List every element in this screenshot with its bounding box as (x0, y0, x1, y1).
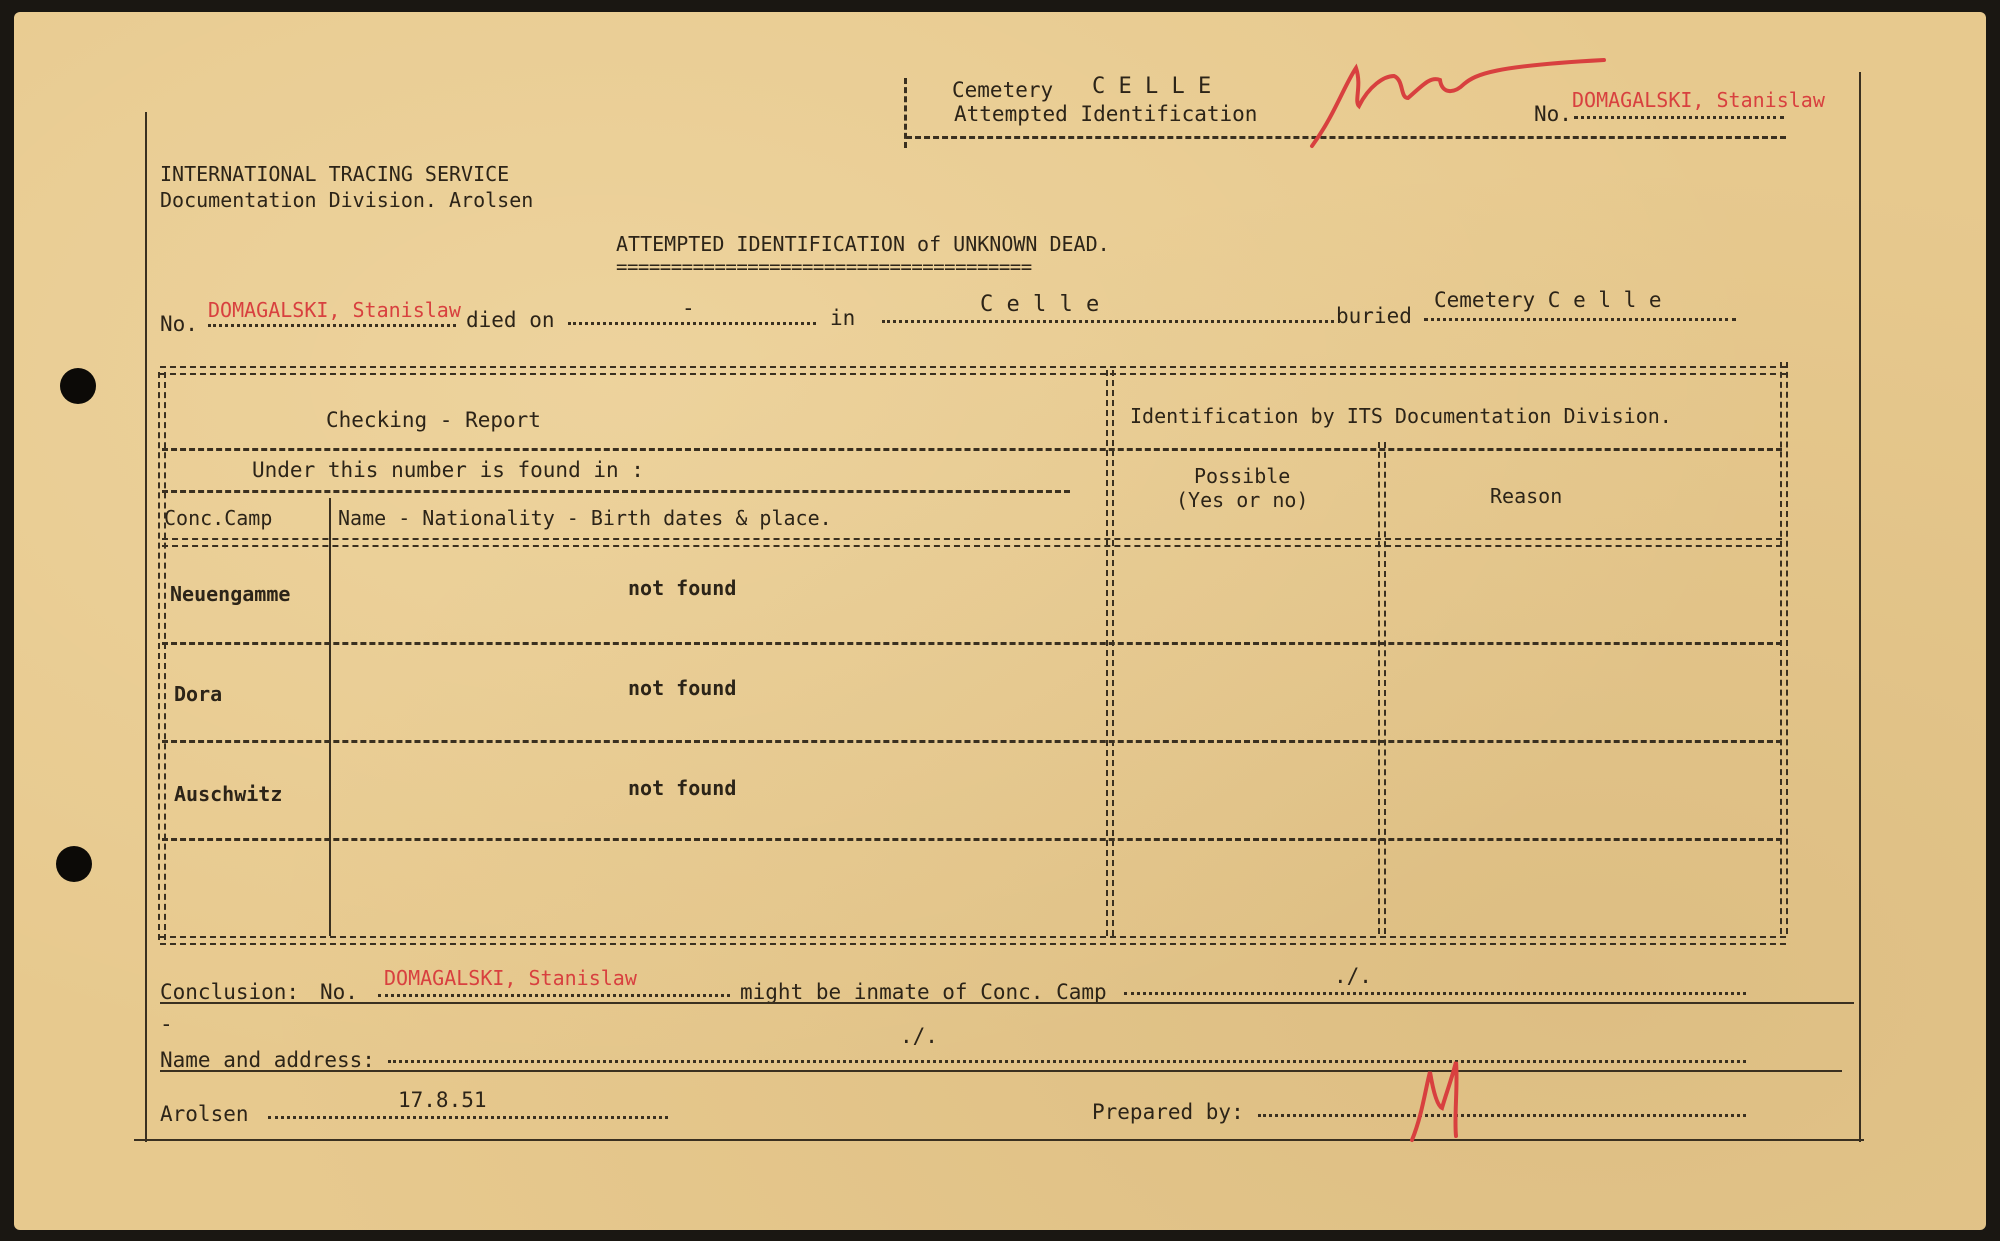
row-separator-3 (162, 838, 1782, 841)
conclusion-might-be: might be inmate of Conc. Camp (740, 980, 1107, 1004)
record-no-dots (208, 324, 456, 327)
table-divider-reason (1378, 442, 1386, 934)
buried-value[interactable]: Cemetery C e l l e (1434, 288, 1662, 312)
table-column-header-rule (162, 538, 1782, 547)
identification-header: Identification by ITS Documentation Division. (1130, 404, 1672, 428)
in-dots (882, 320, 1334, 323)
name-address-value[interactable]: ./. (900, 1024, 938, 1048)
punch-hole-top (60, 368, 96, 404)
header-no-value[interactable]: DOMAGALSKI, Stanislaw (1572, 88, 1825, 112)
row-details-neuengamme: not found (628, 576, 737, 600)
table-header-separator (162, 448, 1782, 451)
row-camp-auschwitz: Auschwitz (174, 782, 283, 806)
record-no-label: No. (160, 312, 198, 336)
frame-right-line (1859, 72, 1861, 1142)
conclusion-no-value[interactable]: DOMAGALSKI, Stanislaw (384, 966, 637, 990)
name-address-rule (160, 1070, 1842, 1072)
column-header-possible-hint: (Yes or no) (1176, 488, 1309, 512)
buried-dots (1424, 318, 1736, 321)
under-number-rule (162, 490, 1070, 493)
cemetery-label: Cemetery (952, 78, 1054, 102)
row-camp-neuengamme: Neuengamme (170, 582, 291, 606)
name-address-dots (388, 1060, 1746, 1063)
row-separator-1 (162, 642, 1782, 645)
name-address-label: Name and address: (160, 1048, 375, 1072)
table-left-border (158, 372, 166, 940)
conclusion-label: Conclusion: (160, 980, 300, 1004)
punch-hole-bottom (56, 846, 92, 882)
header-no-label: No. (1534, 102, 1572, 126)
conclusion-rule (160, 1002, 1854, 1004)
title-underline: ====================================== (616, 256, 1032, 278)
prepared-by-label: Prepared by: (1092, 1100, 1244, 1124)
died-on-value[interactable]: - (682, 296, 695, 320)
table-bottom-border (160, 936, 1786, 945)
table-top-border (160, 366, 1786, 375)
place-label: Arolsen (160, 1102, 249, 1126)
row-details-dora: not found (628, 676, 737, 700)
column-header-details: Name - Nationality - Birth dates & place. (338, 506, 832, 530)
agency-name: INTERNATIONAL TRACING SERVICE (160, 162, 510, 186)
conclusion-camp-dots (1124, 992, 1746, 995)
prepared-by-dots (1258, 1114, 1746, 1117)
frame-left-line (145, 112, 147, 1142)
conclusion-camp-value[interactable]: ./. (1334, 964, 1372, 988)
row-separator-2 (162, 740, 1782, 743)
checking-report-header: Checking - Report (326, 408, 541, 432)
conclusion-no-label: No. (320, 980, 358, 1004)
attempted-identification-label: Attempted Identification (954, 102, 1258, 126)
agency-division: Documentation Division. Arolsen (160, 188, 534, 212)
column-header-camp: Conc.Camp (164, 506, 273, 530)
row-details-auschwitz: not found (628, 776, 737, 800)
in-value[interactable]: C e l l e (980, 292, 1100, 317)
column-header-possible: Possible (1194, 464, 1291, 488)
died-on-label: died on (466, 308, 555, 332)
frame-bottom-line (134, 1139, 1864, 1141)
table-divider-main (1106, 370, 1114, 936)
record-no-value[interactable]: DOMAGALSKI, Stanislaw (208, 298, 461, 322)
camp-column-divider (329, 498, 331, 936)
under-number-label: Under this number is found in : (252, 458, 644, 482)
died-on-dots (568, 322, 816, 325)
date-value[interactable]: 17.8.51 (398, 1088, 487, 1112)
conclusion-no-dots (378, 994, 730, 997)
index-card (14, 12, 1986, 1230)
in-label: in (830, 306, 856, 330)
conclusion-dash: - (160, 1012, 173, 1036)
date-dots (268, 1116, 668, 1119)
row-camp-dora: Dora (174, 682, 223, 706)
document-title: ATTEMPTED IDENTIFICATION of UNKNOWN DEAD. (616, 232, 1110, 256)
column-header-reason: Reason (1490, 484, 1563, 508)
cemetery-value: C E L L E (1092, 74, 1212, 99)
buried-label: buried (1336, 304, 1412, 328)
header-no-dots (1574, 116, 1784, 119)
